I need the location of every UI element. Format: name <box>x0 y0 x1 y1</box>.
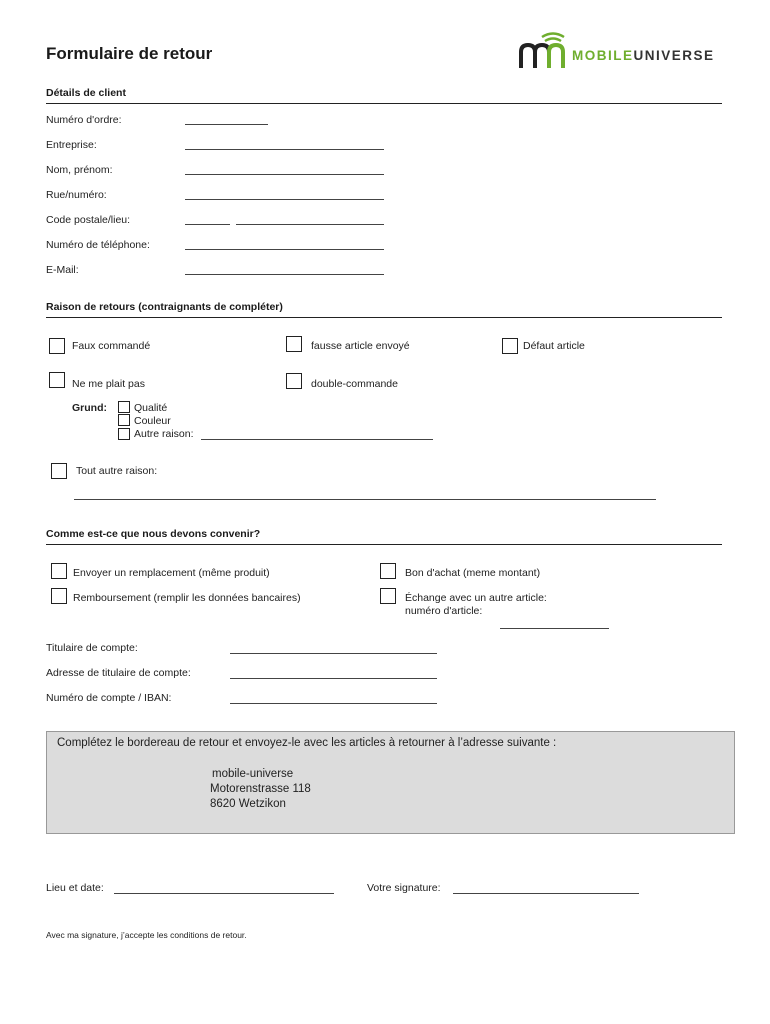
wrong-order-label: Faux commandé <box>72 340 151 352</box>
email-field[interactable] <box>185 274 384 275</box>
other-reason-label: Autre raison: <box>134 428 194 440</box>
iban-label: Numéro de compte / IBAN: <box>46 692 172 704</box>
exchange-label: Échange avec un autre article: <box>405 592 547 604</box>
quality-label: Qualité <box>134 402 168 414</box>
address-line: 8620 Wetzikon <box>210 798 286 810</box>
logo-text-mobile: MOBILE <box>572 48 634 63</box>
double-order-checkbox[interactable] <box>286 373 302 389</box>
order-number-label: Numéro d'ordre: <box>46 114 122 126</box>
disclaimer-text: Avec ma signature, j’accepte les conditions de retour. <box>46 930 247 940</box>
signature-label: Votre signature: <box>367 882 441 894</box>
section-divider <box>46 317 722 318</box>
article-number-field[interactable] <box>500 628 609 629</box>
color-label: Couleur <box>134 415 171 427</box>
company-field[interactable] <box>185 149 384 150</box>
replacement-checkbox[interactable] <box>51 563 67 579</box>
color-checkbox[interactable] <box>118 414 130 426</box>
place-date-label: Lieu et date: <box>46 882 104 894</box>
section-divider <box>46 103 722 104</box>
agreement-section-heading: Comme est-ce que nous devons convenir? <box>46 528 261 540</box>
voucher-label: Bon d'achat (meme montant) <box>405 567 541 579</box>
page-title: Formulaire de retour <box>46 44 213 63</box>
exchange-checkbox[interactable] <box>380 588 396 604</box>
email-label: E-Mail: <box>46 264 79 276</box>
street-label: Rue/numéro: <box>46 189 107 201</box>
return-address <box>210 767 311 812</box>
phone-field[interactable] <box>185 249 384 250</box>
any-other-reason-label: Tout autre raison: <box>76 465 158 477</box>
client-section-heading: Détails de client <box>46 87 126 99</box>
wrong-order-checkbox[interactable] <box>49 338 65 354</box>
article-number-label: numéro d'article: <box>405 605 483 617</box>
wrong-item-sent-label: fausse article envoyé <box>311 340 410 352</box>
defective-item-label: Défaut article <box>523 340 585 352</box>
order-number-field[interactable] <box>185 124 268 125</box>
dislike-label: Ne me plait pas <box>72 378 145 390</box>
defective-item-checkbox[interactable] <box>502 338 518 354</box>
other-reason-field[interactable] <box>201 439 433 440</box>
postal-code-field[interactable] <box>185 224 230 225</box>
logo-mark-icon <box>518 28 580 72</box>
street-field[interactable] <box>185 199 384 200</box>
grund-label: Grund: <box>72 402 107 414</box>
wrong-item-sent-checkbox[interactable] <box>286 336 302 352</box>
iban-field[interactable] <box>230 703 437 704</box>
holder-address-label: Adresse de titulaire de compte: <box>46 667 191 679</box>
dislike-checkbox[interactable] <box>49 372 65 388</box>
refund-label: Remboursement (remplir les données bancaires) <box>73 592 301 604</box>
other-reason-checkbox[interactable] <box>118 428 130 440</box>
company-label: Entreprise: <box>46 139 97 151</box>
double-order-label: double-commande <box>311 378 398 390</box>
instructions-text: Complétez le bordereau de retour et envoyez-le avec les articles à retourner à l’adresse suivante : <box>57 737 557 749</box>
city-field[interactable] <box>236 224 384 225</box>
mobile-universe-logo <box>518 28 738 72</box>
any-other-reason-field[interactable] <box>74 499 656 500</box>
name-label: Nom, prénom: <box>46 164 113 176</box>
replacement-label: Envoyer un remplacement (même produit) <box>73 567 270 579</box>
section-divider <box>46 544 722 545</box>
account-holder-field[interactable] <box>230 653 437 654</box>
address-line: mobile-universe <box>212 768 294 780</box>
holder-address-field[interactable] <box>230 678 437 679</box>
phone-label: Numéro de téléphone: <box>46 239 150 251</box>
postal-code-label: Code postale/lieu: <box>46 214 131 226</box>
quality-checkbox[interactable] <box>118 401 130 413</box>
refund-checkbox[interactable] <box>51 588 67 604</box>
name-field[interactable] <box>185 174 384 175</box>
reasons-section-heading: Raison de retours (contraignants de compléter) <box>46 301 283 313</box>
any-other-reason-checkbox[interactable] <box>51 463 67 479</box>
account-holder-label: Titulaire de compte: <box>46 642 138 654</box>
signature-field[interactable] <box>453 893 639 894</box>
place-date-field[interactable] <box>114 893 334 894</box>
voucher-checkbox[interactable] <box>380 563 396 579</box>
logo-text-universe: UNIVERSE <box>633 48 715 63</box>
address-line: Motorenstrasse 118 <box>210 783 311 795</box>
